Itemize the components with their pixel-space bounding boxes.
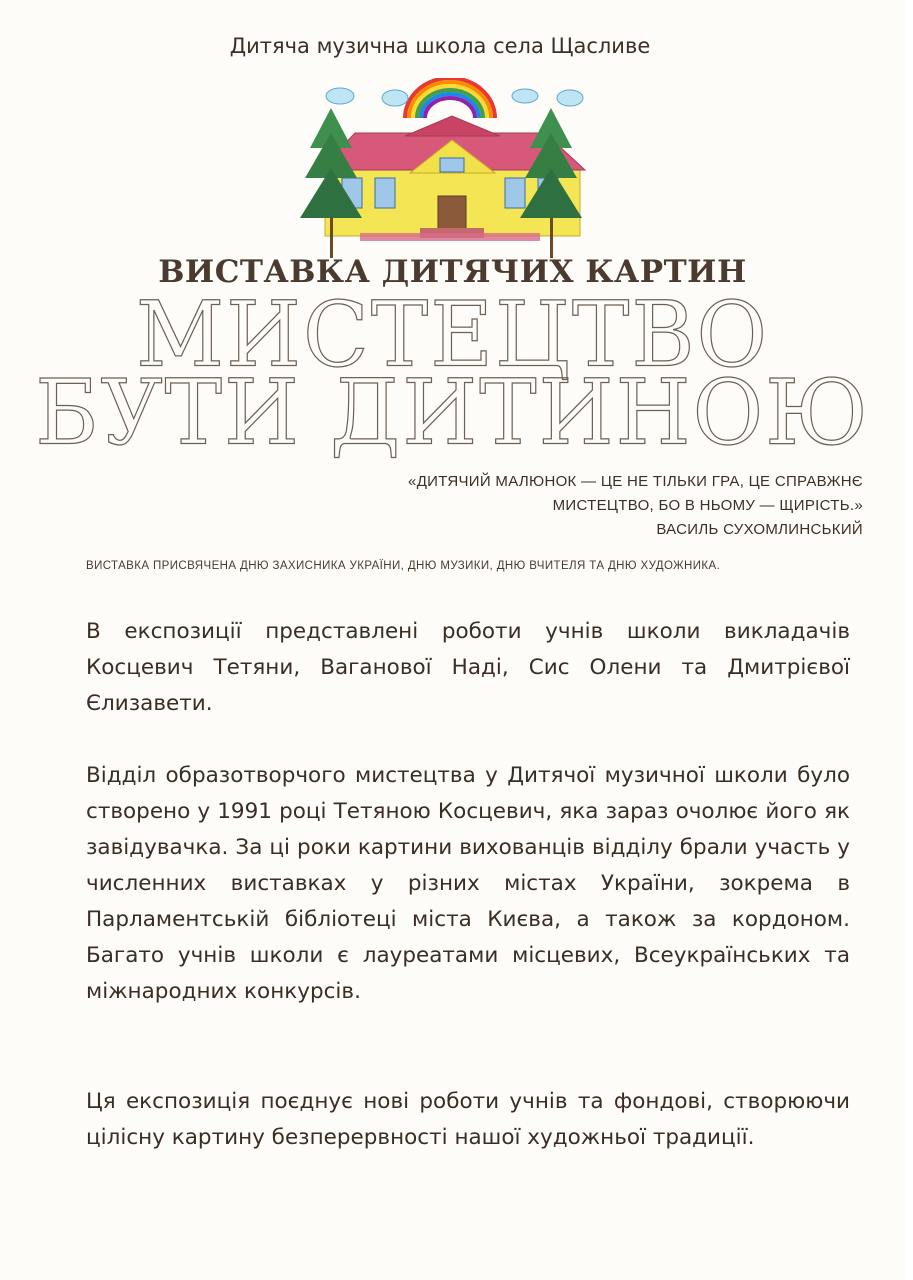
- body-paragraph-2: Відділ образотворчого мистецтва у Дитячої музичної школи було створено у 1991 році Тетяною Косцевич, яка зараз очолює його як завідувачка. За ці роки картини вихованців відділу брали участь у численних виставках у різних містах України, зокрема в Парламентській бібліотеці міста Києва, а також за кордоном. Багато учнів школи є лауреатами місцевих, Всеукраїнських та міжнародних конкурсів.: [86, 763, 850, 1004]
- rainbow-icon: [405, 78, 495, 118]
- page-edge: [905, 0, 913, 1280]
- dedication-text: ВИСТАВКА ПРИСВЯЧЕНА ДНЮ ЗАХИСНИКА УКРАЇНИ, ДНЮ МУЗИКИ, ДНЮ ВЧИТЕЛЯ ТА ДНЮ ХУДОЖНИКА.: [86, 560, 721, 572]
- title-line-2: БУТИ ДИТИНОЮ: [35, 360, 870, 466]
- children-drawing-icon: [300, 78, 600, 263]
- school-name: Дитяча музична школа села Щасливе: [229, 34, 651, 58]
- exhibition-kicker: ВИСТАВКА ДИТЯЧИХ КАРТИН: [158, 254, 747, 290]
- title-line-1: МИСТЕЦТВО: [135, 282, 770, 388]
- quote-line-1: «ДИТЯЧИЙ МАЛЮНОК — ЦЕ НЕ ТІЛЬКИ ГРА, ЦЕ СПРАВЖНЄ: [408, 473, 863, 490]
- body-paragraph-1: В експозиції представлені роботи учнів школи викладачів Косцевич Тетяни, Ваганової Наді, Сис Олени та Дмитрієвої Єлизавети.: [86, 619, 850, 716]
- epigraph-quote: [323, 470, 863, 542]
- quote-line-2: МИСТЕЦТВО, БО В НЬОМУ — ЩИРІСТЬ.»: [552, 497, 863, 514]
- body-paragraph-3: Ця експозиція поєднує нові роботи учнів та фондові, створюючи цілісну картину безперервності нашої художньої традиції.: [86, 1089, 850, 1150]
- quote-author: ВАСИЛЬ СУХОМЛИНСЬКИЙ: [656, 521, 863, 538]
